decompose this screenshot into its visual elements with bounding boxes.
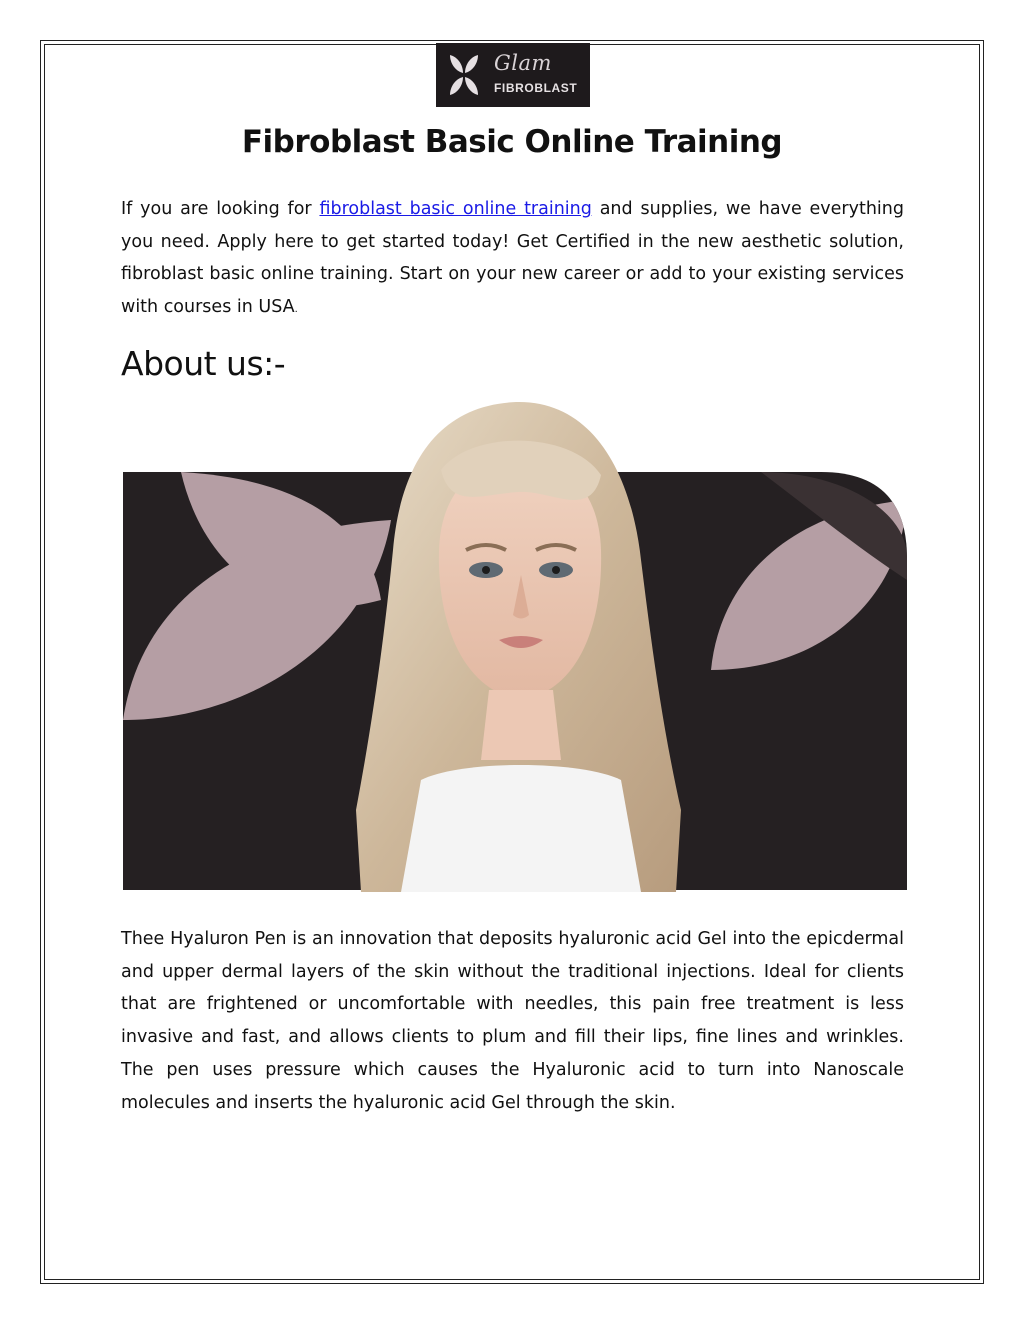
- white-top-shape: [401, 765, 641, 892]
- intro-rest: and supplies, we have everything you need. Apply here to get started today! Get Certified in the new aesthetic solution, fibroblast basic online training. Start on your new career or add to your existing services with courses in USA: [121, 199, 904, 318]
- about-photo: [121, 400, 907, 892]
- neck-shape: [481, 690, 561, 760]
- logo-word-text: FIBROBLAST: [494, 81, 578, 95]
- intro-lead: If you are looking for: [121, 199, 320, 219]
- portrait-woman-image: [121, 400, 907, 892]
- intro-trailing: .: [294, 304, 298, 316]
- fibroblast-training-link[interactable]: fibroblast basic online training: [319, 199, 592, 219]
- intro-paragraph: [121, 193, 904, 327]
- left-pupil: [482, 566, 490, 574]
- logo-script-text: Glam: [494, 51, 552, 75]
- glam-fibroblast-logo: [436, 43, 590, 107]
- page-title: Fibroblast Basic Online Training: [241, 124, 783, 160]
- right-pupil: [552, 566, 560, 574]
- about-heading: About us:-: [121, 344, 286, 383]
- body-paragraph: Thee Hyaluron Pen is an innovation that deposits hyaluronic acid Gel into the epicdermal and upper dermal layers of the skin without the traditional injections. Ideal for clients that are frightened or uncomfortable with needles, this pain free treatment is less invasive and fast, and allows clients to plum and fill their lips, fine lines and wrinkles. The pen uses pressure which causes the Hyaluronic acid to turn into Nanoscale molecules and inserts the hyaluronic acid Gel through the skin.: [121, 929, 904, 1113]
